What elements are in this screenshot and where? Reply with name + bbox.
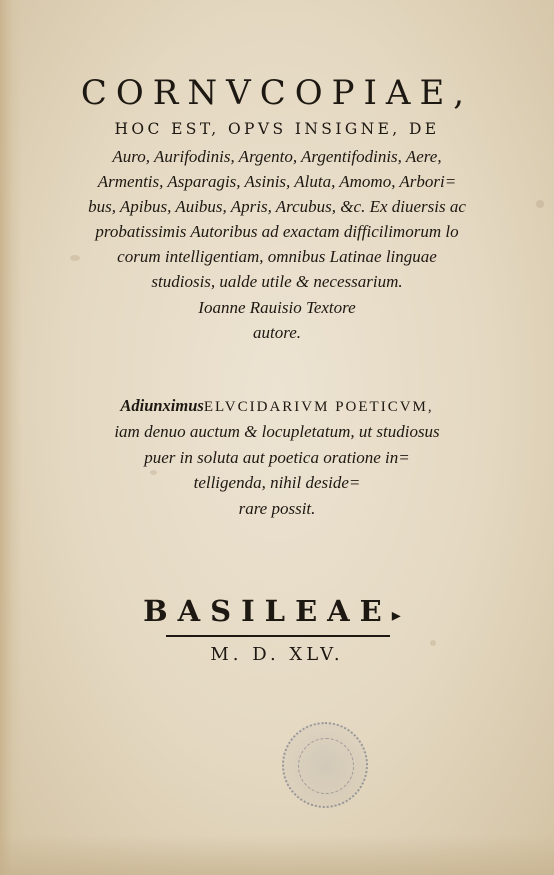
addendum-line: puer in soluta aut poetica oratione in= [144,448,410,467]
addendum-heading [0,398,554,415]
imprint-year: M. D. XLV. [210,644,344,665]
addendum-caps: ELVCIDARIVM POETICVM, [203,399,434,415]
body-line: Auro, Aurifodinis, Argento, Argentifodinis, Aere, [112,147,442,166]
body-line: studiosis, ualde utile & necessarium. [151,272,403,291]
imprint-city-text: BASILEAE [143,594,392,628]
author-role: autore. [252,323,301,342]
body-line: corum intelligentiam, omnibus Latinae linguae [117,247,437,266]
book-subtitle: HOC EST, OPVS INSIGNE, DE [114,120,440,138]
library-stamp-icon [282,722,368,808]
ornament-icon: ▸ [391,605,411,626]
book-title: CORNVCOPIAE, [80,73,474,113]
paper-edge-bottom [0,835,554,875]
imprint-city [0,594,554,628]
addendum-lead: Adiunximus [120,396,204,415]
body-line: probatissimis Autoribus ad exactam difficilimorum lo [95,222,459,241]
stamp-inner-ring [298,738,354,794]
imprint-rule [166,635,390,637]
addendum-line: rare possit. [238,499,316,518]
addendum-line: telligenda, nihil deside= [193,473,361,492]
body-line: bus, Apibus, Auibus, Apris, Arcubus, &c. Ex diuersis ac [88,197,466,216]
body-line: Armentis, Asparagis, Asinis, Aluta, Amomo, Arbori= [97,172,457,191]
author-name: Ioanne Rauisio Textore [198,298,356,317]
addendum-line: iam denuo auctum & locupletatum, ut studiosus [114,422,440,441]
